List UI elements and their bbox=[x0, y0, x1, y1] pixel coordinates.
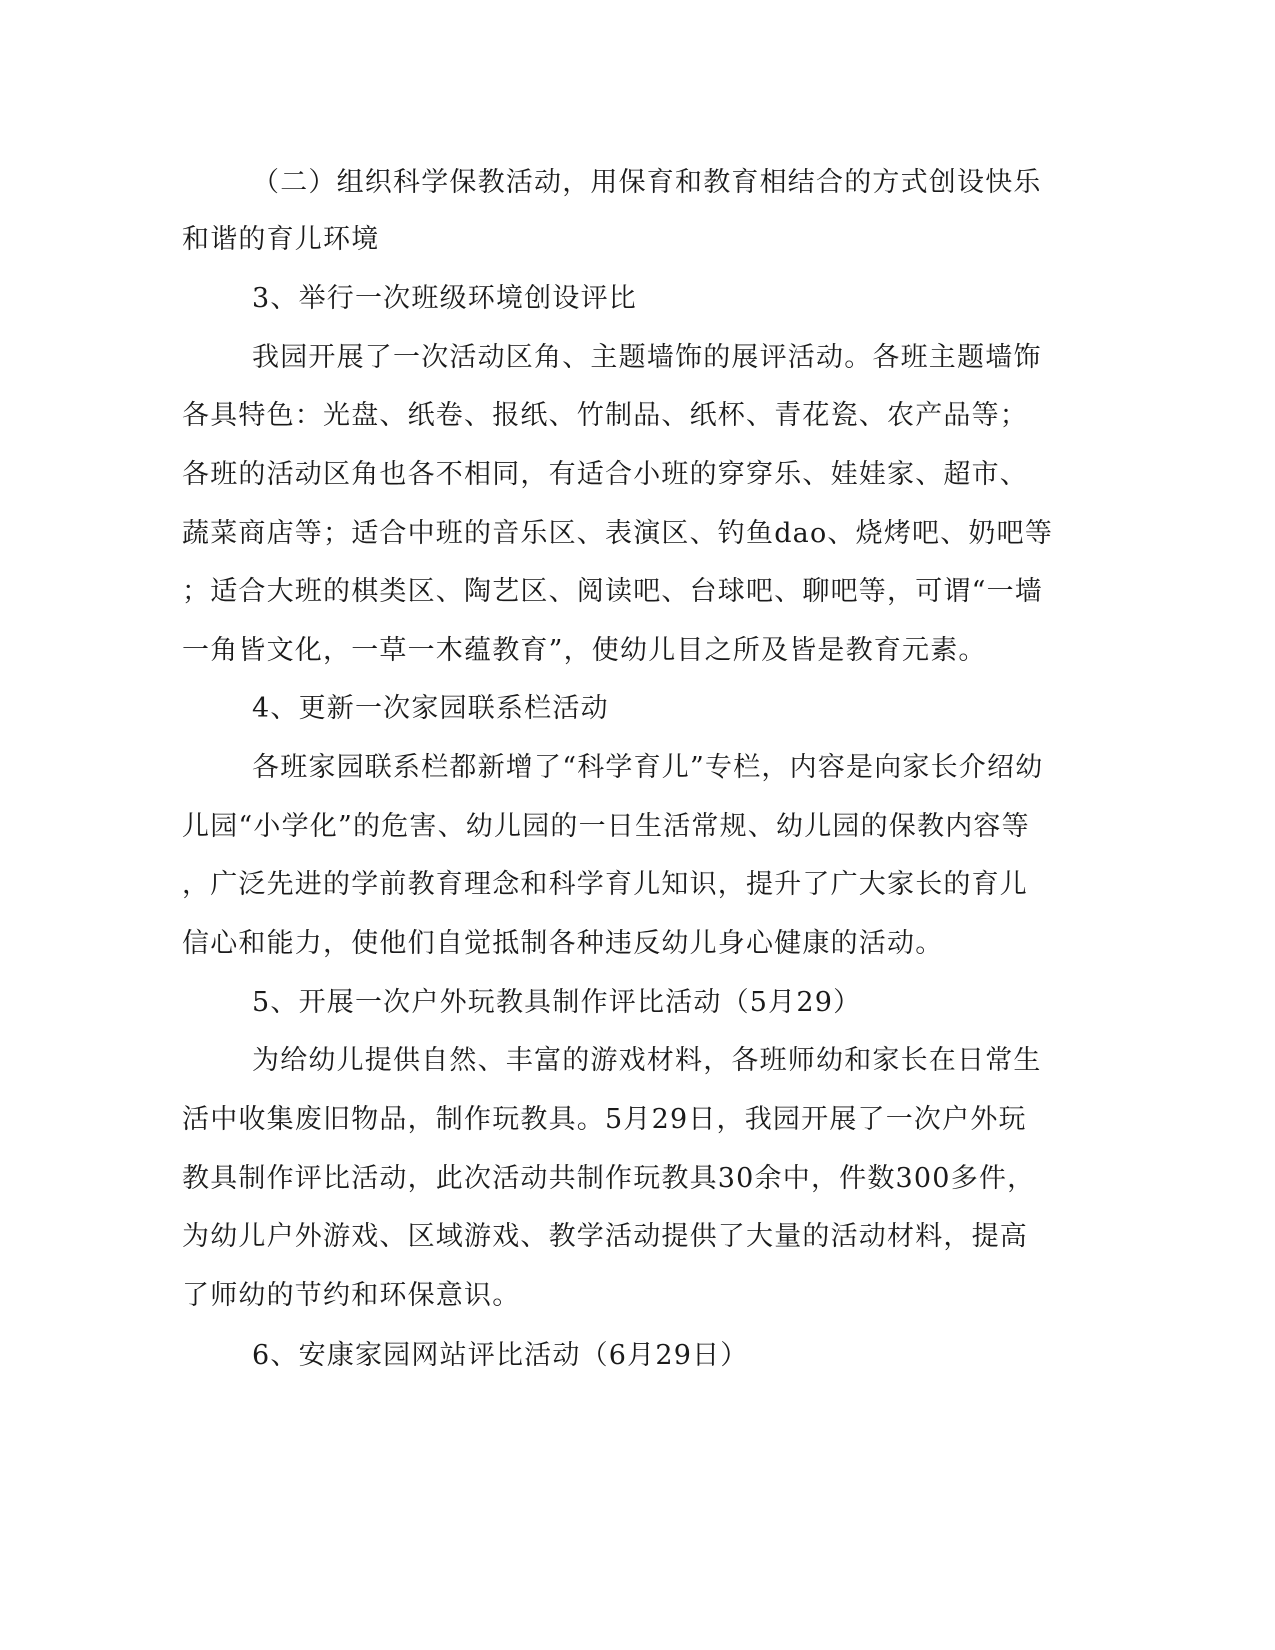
paragraph-line: 各班的活动区角也各不相同，有适合小班的穿穿乐、娃娃家、超市、 bbox=[182, 459, 1028, 490]
paragraph-line: 蔬菜商店等；适合中班的音乐区、表演区、钓鱼dao、烧烤吧、奶吧等 bbox=[182, 518, 1054, 549]
paragraph-line: 各班家园联系栏都新增了“科学育儿”专栏，内容是向家长介绍幼 bbox=[252, 752, 1044, 783]
section-heading-continued: 和谐的育儿环境 bbox=[182, 224, 380, 255]
paragraph-line: 信心和能力，使他们自觉抵制各种违反幼儿身心健康的活动。 bbox=[182, 928, 944, 959]
section-heading: （二）组织科学保教活动，用保育和教育相结合的方式创设快乐 bbox=[252, 167, 1042, 198]
item-heading-5: 5、开展一次户外玩教具制作评比活动（5月29） bbox=[252, 987, 862, 1018]
paragraph-line: 儿园“小学化”的危害、幼儿园的一日生活常规、幼儿园的保教内容等 bbox=[182, 811, 1030, 842]
paragraph-line: ，广泛先进的学前教育理念和科学育儿知识，提升了广大家长的育儿 bbox=[182, 869, 1028, 900]
paragraph-line: 教具制作评比活动，此次活动共制作玩教具30余中，件数300多件， bbox=[182, 1163, 1036, 1194]
paragraph-line: 了师幼的节约和环保意识。 bbox=[182, 1280, 521, 1311]
item-heading-4: 4、更新一次家园联系栏活动 bbox=[252, 693, 609, 724]
paragraph-line: 活中收集废旧物品，制作玩教具。5月29日，我园开展了一次户外玩 bbox=[182, 1104, 1027, 1135]
paragraph-line: 各具特色：光盘、纸卷、报纸、竹制品、纸杯、青花瓷、农产品等； bbox=[182, 400, 1028, 431]
paragraph-line: 我园开展了一次活动区角、主题墙饰的展评活动。各班主题墙饰 bbox=[252, 342, 1042, 373]
paragraph-line: ；适合大班的棋类区、陶艺区、阅读吧、台球吧、聊吧等，可谓“一墙 bbox=[182, 576, 1044, 607]
paragraph-line: 为幼儿户外游戏、区域游戏、教学活动提供了大量的活动材料，提高 bbox=[182, 1221, 1028, 1252]
item-heading-6: 6、安康家园网站评比活动（6月29日） bbox=[252, 1340, 749, 1371]
paragraph-line: 为给幼儿提供自然、丰富的游戏材料，各班师幼和家长在日常生 bbox=[252, 1045, 1042, 1076]
paragraph-line: 一角皆文化，一草一木蕴教育”，使幼儿目之所及皆是教育元素。 bbox=[182, 635, 987, 666]
item-heading-3: 3、举行一次班级环境创设评比 bbox=[252, 283, 637, 314]
